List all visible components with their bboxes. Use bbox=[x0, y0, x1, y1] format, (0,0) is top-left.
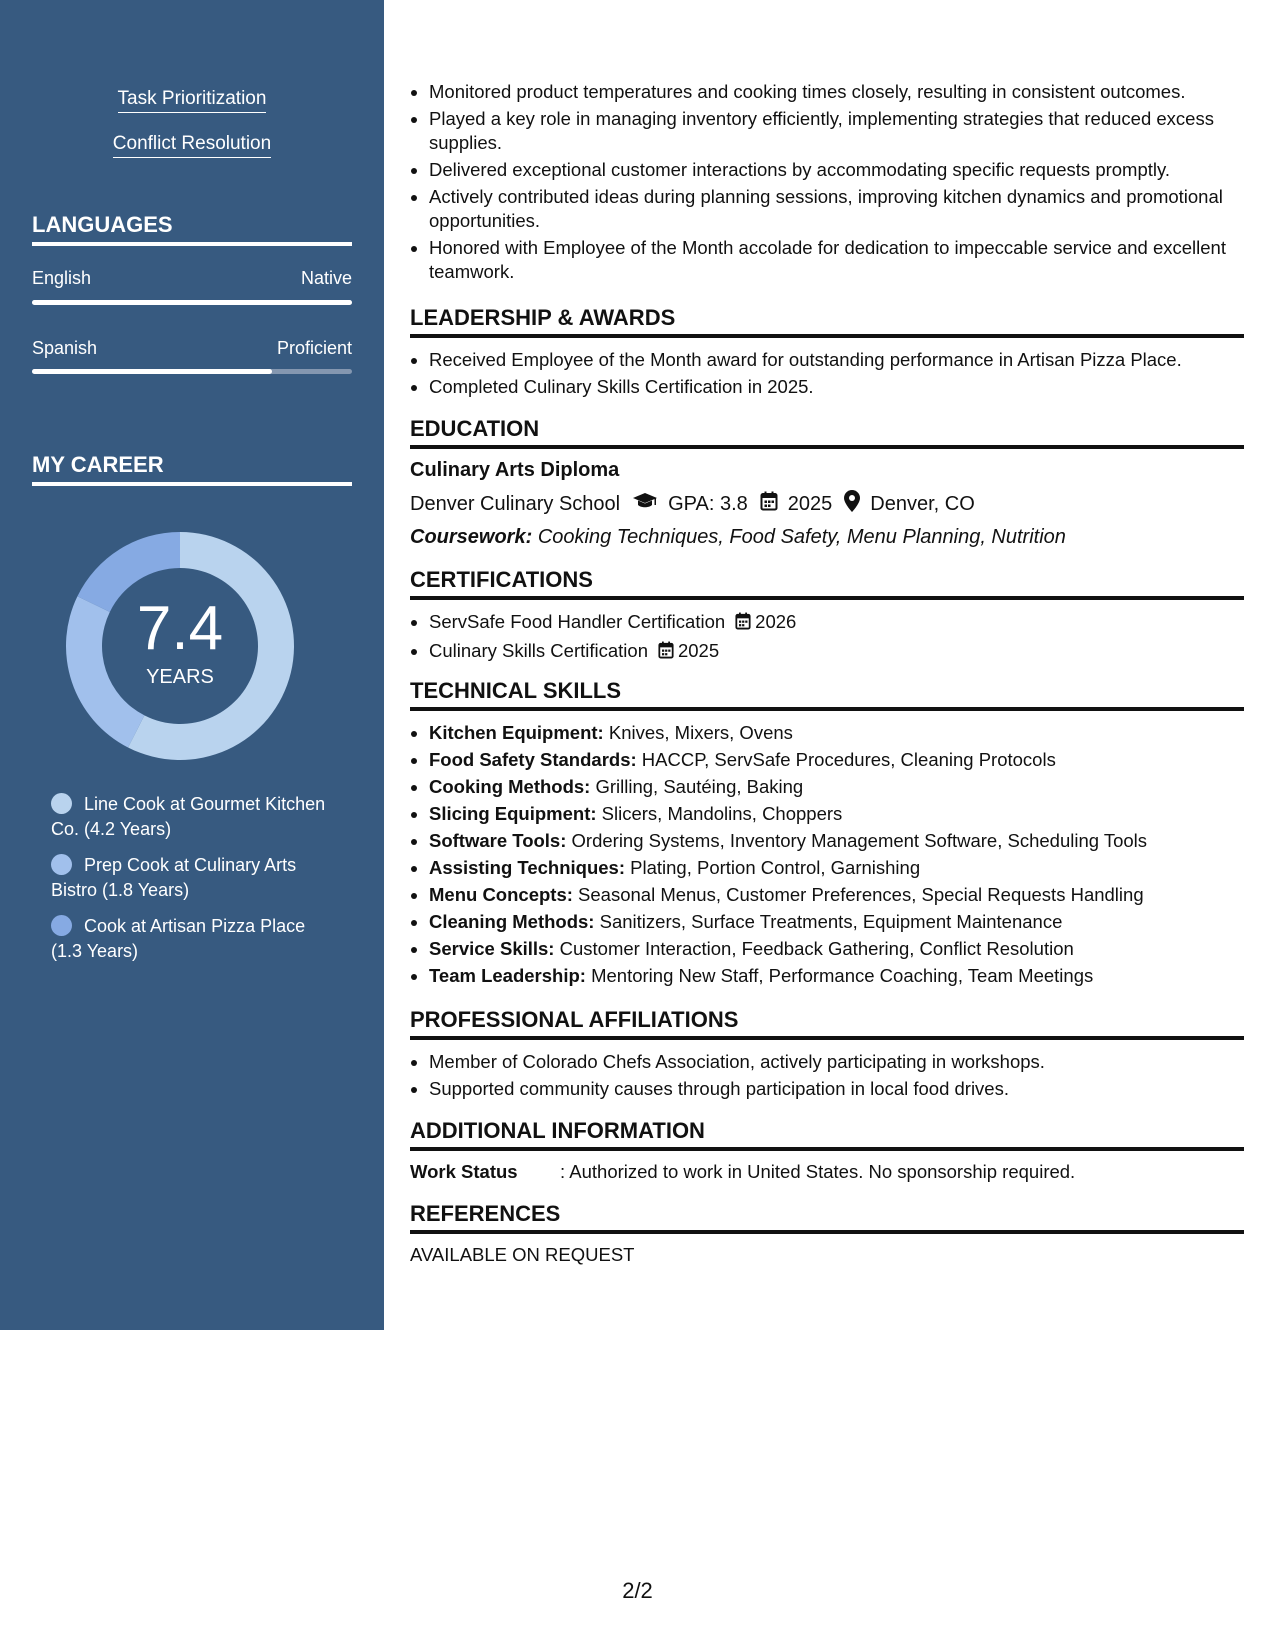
section-title: EDUCATION bbox=[410, 416, 1244, 449]
school-location: Denver, CO bbox=[870, 492, 975, 515]
skill-item: • Menu Concepts: Seasonal Menus, Customer Preferences, Special Requests Handling bbox=[429, 883, 1244, 907]
section-title: REFERENCES bbox=[410, 1201, 1244, 1234]
section-title: TECHNICAL SKILLS bbox=[410, 678, 1244, 711]
experience-bullet: • Monitored product temperatures and cooking times closely, resulting in consistent outcomes. bbox=[429, 80, 1244, 104]
coursework-label: Coursework: bbox=[410, 526, 533, 548]
section-title: ADDITIONAL INFORMATION bbox=[410, 1118, 1244, 1151]
page-number: 2/2 bbox=[622, 1578, 653, 1603]
career-total-unit: YEARS bbox=[146, 666, 214, 688]
graduation-year: 2025 bbox=[787, 492, 833, 515]
affiliation-item: • Member of Colorado Chefs Association, actively participating in workshops. bbox=[429, 1050, 1244, 1074]
language-name: Spanish bbox=[32, 338, 98, 358]
language-bar-spanish bbox=[32, 369, 352, 374]
section-title: CERTIFICATIONS bbox=[410, 567, 1244, 600]
skill-item: • Cooking Methods: Grilling, Sautéing, Baking bbox=[429, 775, 1244, 799]
career-donut-chart bbox=[66, 532, 294, 760]
skill-item: • Service Skills: Customer Interaction, Feedback Gathering, Conflict Resolution bbox=[429, 937, 1244, 961]
calendar-icon bbox=[760, 491, 778, 517]
calendar-icon bbox=[658, 641, 674, 665]
calendar-icon bbox=[735, 612, 751, 636]
coursework-list: Cooking Techniques, Food Safety, Menu Planning, Nutrition bbox=[537, 526, 1066, 548]
career-item: Line Cook at Gourmet Kitchen Co. (4.2 Years) bbox=[51, 794, 326, 839]
experience-bullet: • Honored with Employee of the Month accolade for dedication to impeccable service and excellent teamwork. bbox=[429, 236, 1244, 284]
location-pin-icon bbox=[844, 490, 860, 518]
references-text: AVAILABLE ON REQUEST bbox=[410, 1244, 635, 1265]
technical-skills-section bbox=[410, 678, 1244, 991]
experience-bullet-list bbox=[410, 80, 1244, 284]
experience-bullet: • Played a key role in managing inventory efficiently, implementing strategies that reduced excess supplies. bbox=[429, 107, 1244, 155]
certifications-section bbox=[410, 567, 1244, 668]
career-legend-dot bbox=[51, 793, 72, 814]
language-bar-fill bbox=[32, 369, 272, 374]
sidebar bbox=[0, 0, 384, 1330]
skill-item: • Assisting Techniques: Plating, Portion Control, Garnishing bbox=[429, 856, 1244, 880]
section-title: PROFESSIONAL AFFILIATIONS bbox=[410, 1007, 1244, 1040]
career-total-years: 7.4 bbox=[136, 594, 224, 663]
coursework bbox=[410, 526, 1244, 549]
language-level: Proficient bbox=[276, 338, 352, 358]
skill-item: • Slicing Equipment: Slicers, Mandolins, Choppers bbox=[429, 802, 1244, 826]
career-legend-dot bbox=[51, 854, 72, 875]
education-section bbox=[410, 416, 1244, 549]
section-title: LEADERSHIP & AWARDS bbox=[410, 305, 1244, 338]
career-heading: MY CAREER bbox=[32, 452, 352, 486]
language-bar-fill bbox=[32, 300, 352, 305]
language-name: English bbox=[32, 268, 92, 288]
leadership-item: • Received Employee of the Month award for outstanding performance in Artisan Pizza Place. bbox=[429, 348, 1244, 372]
certification-item: • Culinary Skills Certification 2025 bbox=[429, 639, 1244, 665]
work-status-value: : Authorized to work in United States. No sponsorship required. bbox=[560, 1161, 1076, 1182]
school-name: Denver Culinary School bbox=[410, 492, 621, 515]
education-details bbox=[410, 490, 1244, 518]
affiliations-section bbox=[410, 1007, 1244, 1104]
soft-skill-conflict-resolution: Conflict Resolution bbox=[0, 133, 384, 158]
degree-name: Culinary Arts Diploma bbox=[410, 459, 620, 481]
soft-skill-task-prioritization: Task Prioritization bbox=[0, 88, 384, 113]
leadership-section bbox=[410, 305, 1244, 402]
experience-bullet: • Delivered exceptional customer interactions by accommodating specific requests promptly. bbox=[429, 158, 1244, 182]
references-section bbox=[410, 1201, 1244, 1266]
career-legend-dot bbox=[51, 915, 72, 936]
skill-item: • Team Leadership: Mentoring New Staff, Performance Coaching, Team Meetings bbox=[429, 964, 1244, 988]
skill-item: • Food Safety Standards: HACCP, ServSafe Procedures, Cleaning Protocols bbox=[429, 748, 1244, 772]
experience-bullet: • Actively contributed ideas during planning sessions, improving kitchen dynamics and promotional opportunities. bbox=[429, 185, 1244, 233]
experience-continued bbox=[410, 80, 1244, 287]
graduation-cap-icon bbox=[632, 492, 658, 516]
career-item: Prep Cook at Culinary Arts Bistro (1.8 Years) bbox=[51, 855, 297, 900]
skill-item: • Cleaning Methods: Sanitizers, Surface Treatments, Equipment Maintenance bbox=[429, 910, 1244, 934]
affiliation-item: • Supported community causes through participation in local food drives. bbox=[429, 1077, 1244, 1101]
work-status-row bbox=[410, 1161, 1244, 1183]
skill-item: • Software Tools: Ordering Systems, Inventory Management Software, Scheduling Tools bbox=[429, 829, 1244, 853]
certification-item: • ServSafe Food Handler Certification 2026 bbox=[429, 610, 1244, 636]
leadership-item: • Completed Culinary Skills Certification in 2025. bbox=[429, 375, 1244, 399]
skill-item: • Kitchen Equipment: Knives, Mixers, Ovens bbox=[429, 721, 1244, 745]
work-status-label: Work Status bbox=[410, 1161, 518, 1182]
language-bar-english bbox=[32, 300, 352, 305]
languages-heading: LANGUAGES bbox=[32, 212, 352, 246]
gpa: GPA: 3.8 bbox=[668, 492, 748, 515]
career-item: Cook at Artisan Pizza Place (1.3 Years) bbox=[51, 916, 306, 961]
language-level: Native bbox=[300, 268, 352, 288]
additional-info-section bbox=[410, 1118, 1244, 1183]
